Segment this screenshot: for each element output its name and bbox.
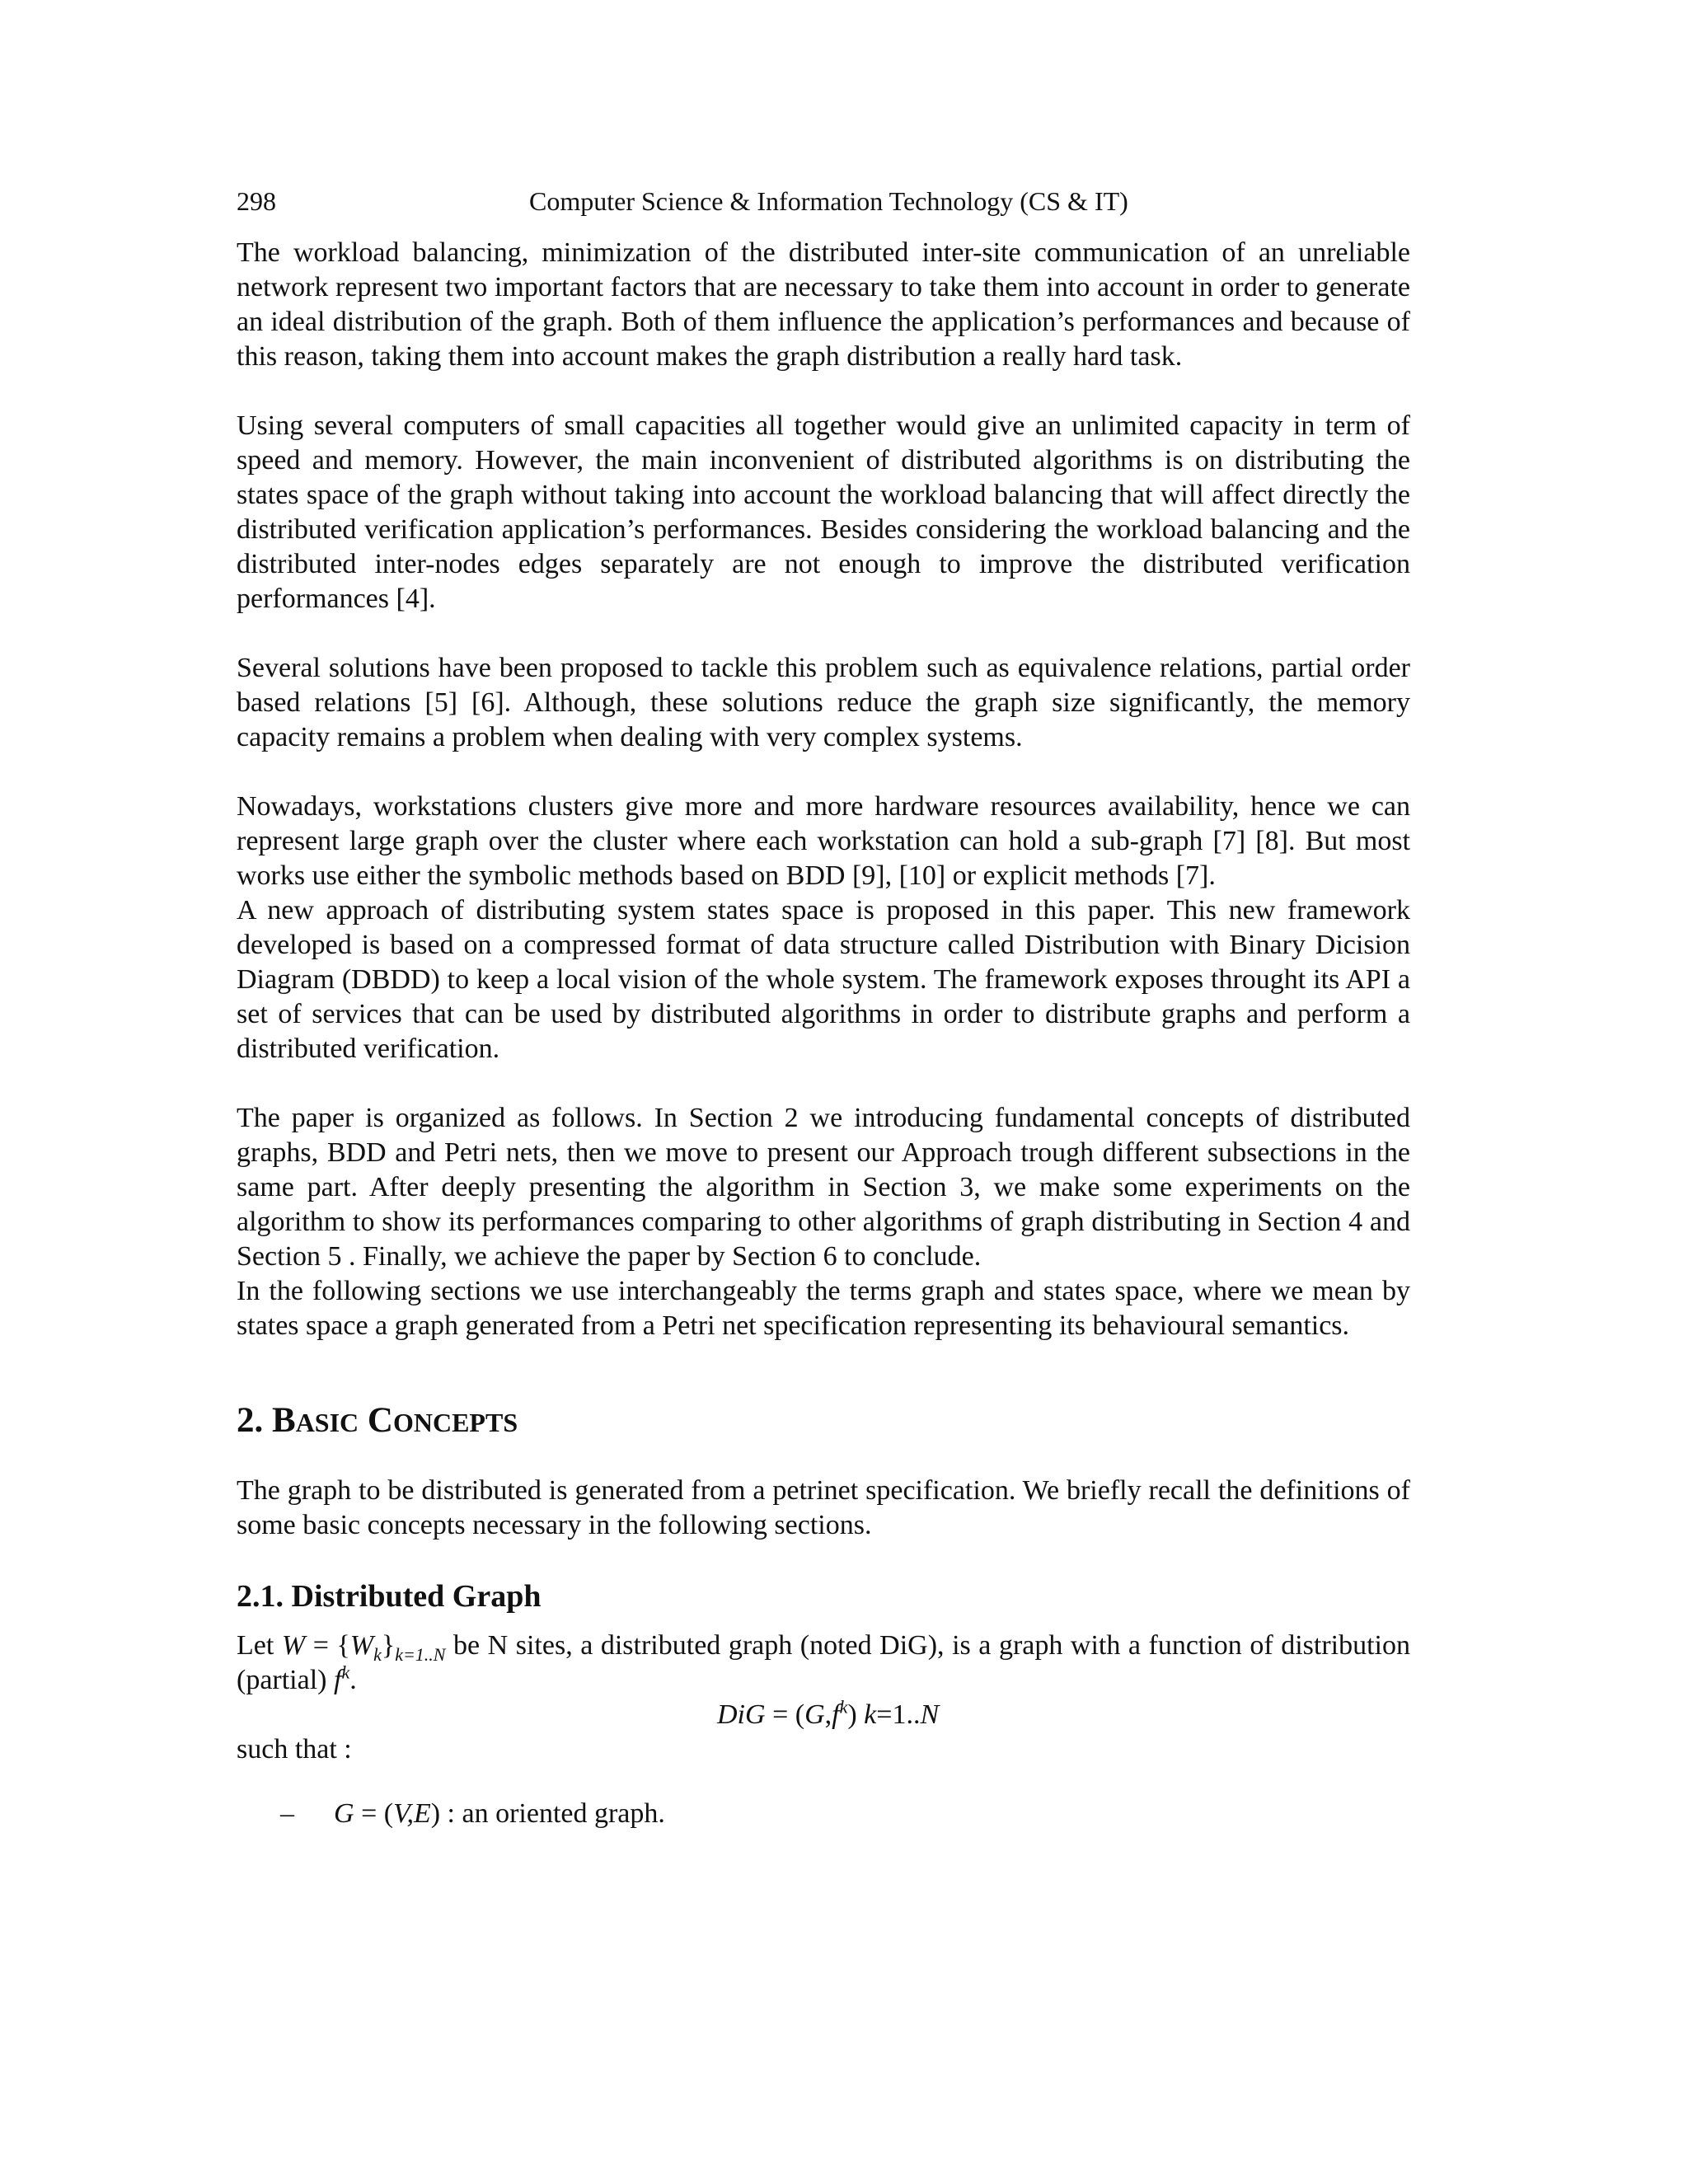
paragraph-4: Nowadays, workstations clusters give more and more hardware resources availability, hence we can represent large graph over the cluster where each workstation can hold a sub-graph [7] [8]. But most works use either the symbolic methods based on BDD [9], [10] or explicit methods [7]. xyxy=(237,791,1410,891)
journal-title: Computer Science & Information Technology (CS & IT) xyxy=(529,186,1128,216)
def-eq: = { xyxy=(305,1630,350,1661)
def-dot: . xyxy=(349,1665,357,1695)
paragraph-6: The paper is organized as follows. In Section 2 we introducing fundamental concepts of distributed graphs, BDD and Petri nets, then we move to present our Approach trough different subsections in the same part. After deeply presenting the algorithm in Section 3, we make some experiments on the algorithm to show its performances comparing to other algorithms of graph distributing in Section 4 and Section 5 . Finally, we achieve the paper by Section 6 to conclude. xyxy=(237,1103,1410,1272)
bullet-rest: ) : an oriented graph. xyxy=(430,1798,665,1829)
heading-initial-b: B xyxy=(272,1401,296,1440)
paragraph-2: Using several computers of small capacities all together would give an unlimited capacity in term of speed and memory. However, the main inconvenient of distributed algorithms is on distributing the states space of the graph without taking into account the workload balancing that will affect directly the distributed verification application’s performances. Besides considering the workload balancing and the distributed inter-nodes edges separately are not enough to improve the distributed verification performances [4]. xyxy=(237,410,1410,614)
def-rest: be N sites, a distributed graph (noted DiG), is a graph with a function of distribution (partial) xyxy=(237,1630,1410,1695)
def-range-subscript: k=1..N xyxy=(395,1643,446,1665)
bullet-eq: = ( xyxy=(354,1798,394,1829)
page-number: 298 xyxy=(237,186,276,216)
formula-close: ) xyxy=(847,1699,865,1730)
bullet-g: G xyxy=(334,1798,354,1829)
formula-comma: , xyxy=(824,1699,832,1730)
formula-lhs: DiG xyxy=(717,1699,766,1730)
paragraph-3: Several solutions have been proposed to tackle this problem such as equivalence relations, partial order based relations [5] [6]. Although, these solutions reduce the graph size significantly, the memory capacity remains a problem when dealing with very complex systems. xyxy=(237,653,1410,752)
def-w: W xyxy=(281,1630,306,1661)
bullet-item xyxy=(237,1797,1410,1831)
subsection-heading-distributed-graph: 2.1. Distributed Graph xyxy=(237,1579,542,1614)
section-number: 2. xyxy=(237,1401,264,1440)
formula-k: k xyxy=(864,1699,877,1730)
formula-f: f xyxy=(832,1699,840,1730)
bullet-dash: – xyxy=(280,1798,294,1829)
section-2-intro: The graph to be distributed is generated from a petrinet specification. We briefly recall the definitions of some basic concepts necessary in the following sections. xyxy=(237,1475,1410,1540)
paragraph-7: In the following sections we use interchangeably the terms graph and states space, where we mean by states space a graph generated from a Petri net specification representing its behavioural semantics. xyxy=(237,1276,1410,1341)
heading-rest-asic: ASIC xyxy=(295,1408,359,1437)
body-text xyxy=(237,236,1410,1831)
bullet-ve: V,E xyxy=(393,1798,431,1829)
formula-range: =1.. xyxy=(876,1699,921,1730)
def-f-superscript: k xyxy=(341,1661,350,1683)
dig-formula xyxy=(237,1698,1410,1732)
such-that-line: such that : xyxy=(237,1734,352,1765)
def-k-subscript: k xyxy=(373,1643,382,1665)
formula-f-superscript: k xyxy=(839,1696,848,1718)
def-f: f xyxy=(334,1665,342,1695)
def-wk: W xyxy=(349,1630,374,1661)
formula-eq: = ( xyxy=(765,1699,805,1730)
heading-initial-c: C xyxy=(367,1401,393,1440)
section-heading-basic-concepts xyxy=(237,1398,1410,1446)
heading-rest-oncepts: ONCEPTS xyxy=(392,1408,518,1437)
paragraph-5: A new approach of distributing system states space is proposed in this paper. This new framework developed is based on a compressed format of data structure called Distribution with Binary Dicision Diagram (DBDD) to keep a local vision of the whole system. The framework exposes throught its API a set of services that can be used by distributed algorithms in order to distribute graphs and perform a distributed verification. xyxy=(237,895,1410,1064)
formula-g: G xyxy=(804,1699,825,1730)
definition-paragraph xyxy=(237,1629,1410,1698)
def-let: Let xyxy=(237,1630,282,1661)
paragraph-1: The workload balancing, minimization of the distributed inter-site communication of an unreliable network represent two important factors that are necessary to take them into account in order to generate an ideal distribution of the graph. Both of them influence the application’s performances and because of this reason, taking them into account makes the graph distribution a really hard task. xyxy=(237,237,1410,372)
formula-n: N xyxy=(920,1699,940,1730)
def-close: } xyxy=(381,1630,396,1661)
